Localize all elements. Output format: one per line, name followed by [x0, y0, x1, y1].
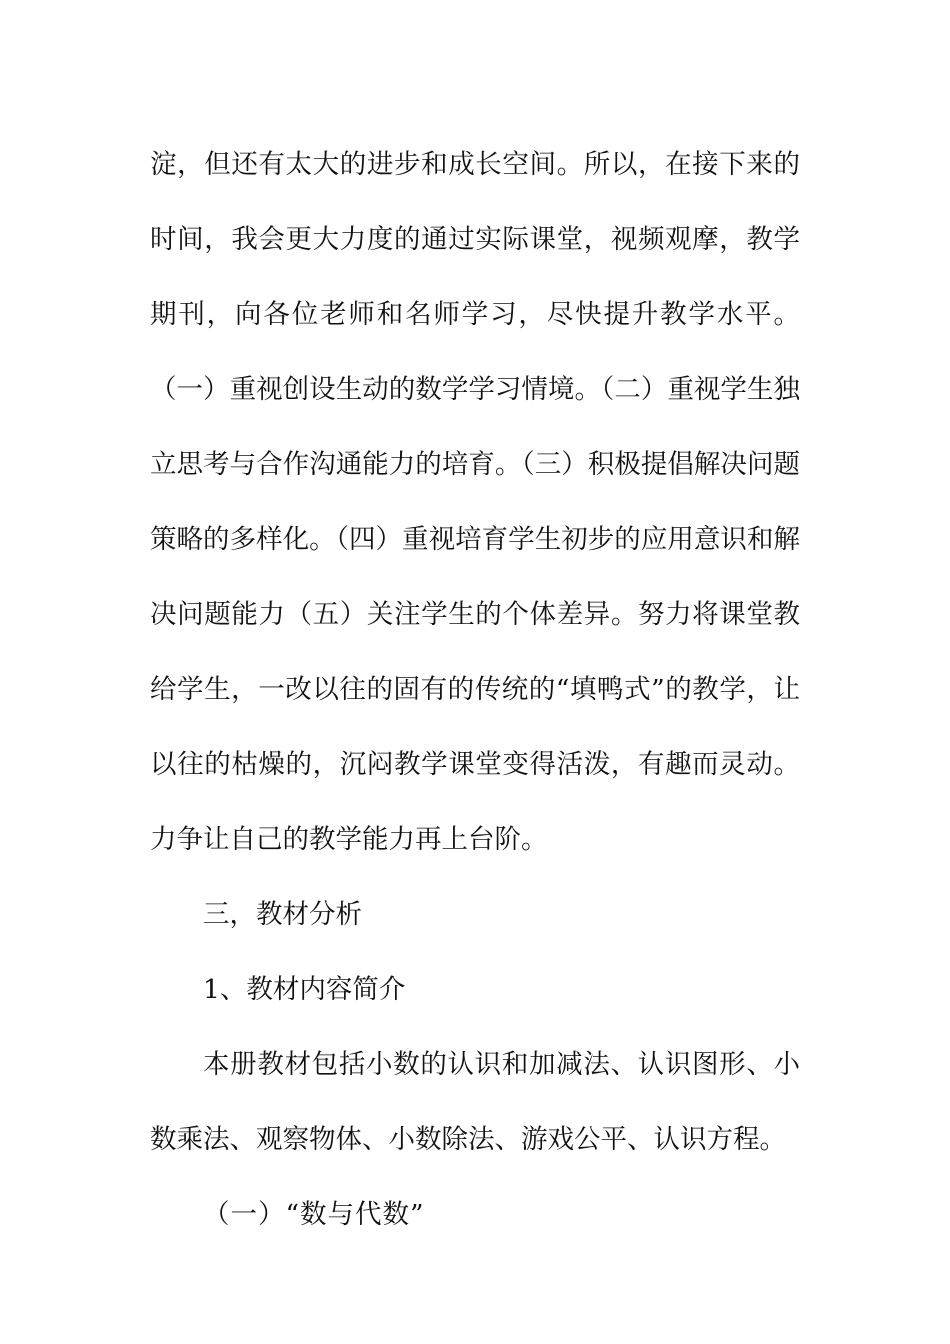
paragraph-teaching-reflection: 淀，但还有太大的进步和成长空间。所以，在接下来的时间，我会更大力度的通过实际课堂，视频观摩，教学期刊，向各位老师和名师学习，尽快提升教学水平。（一）重视创设生动的数学学习情境。（二）重视学生独立思考与合作沟通能力的培育。（三）积极提倡解决问题策略的多样化。（四）重视培育学生初步的应用意识和解决问题能力（五）关注学生的个体差异。努力将课堂教给学生，一改以往的固有的传统的“填鸭式”的教学，让以往的枯燥的，沉闷教学课堂变得活泼，有趣而灵动。力争让自己的教学能力再上台阶。: [150, 149, 800, 855]
subheading-numbers-and-algebra: （一）“数与代数”: [203, 1199, 425, 1230]
paragraph-textbook-contents: 本册教材包括小数的认识和加减法、认识图形、小数乘法、观察物体、小数除法、游戏公平、认识方程。: [150, 1049, 800, 1155]
section-heading-textbook-analysis: 三，教材分析: [203, 899, 362, 930]
document-body: [150, 127, 800, 1252]
subsection-heading-content-intro: 1、教材内容简介: [203, 974, 406, 1005]
